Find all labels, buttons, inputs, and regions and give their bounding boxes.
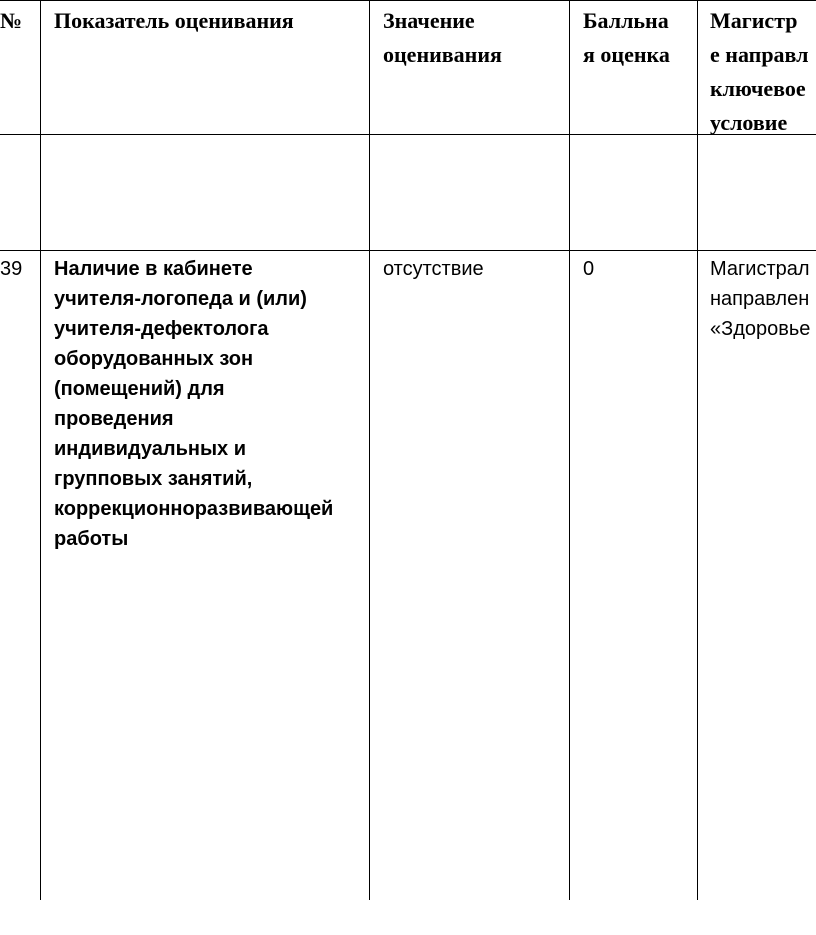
row-indicator: Наличие в кабинете учителя-логопеда и (или) учителя-дефектолога оборудованных зон (помещений) для проведения индивидуальных и групповых занятий, коррекционноразвивающей работы — [54, 258, 334, 550]
header-bottom-border — [0, 134, 816, 135]
header-direction: Магистр е направл ключевое условие — [710, 8, 809, 135]
table-top-border — [0, 0, 816, 1]
header-score: Балльна я оценка — [583, 8, 670, 67]
row-score: 0 — [583, 258, 595, 280]
header-value: Значение оценивания — [383, 8, 502, 67]
row-number: 39 — [0, 258, 23, 280]
column-divider-4 — [697, 0, 698, 900]
row-direction: Магистрал направлен «Здоровье — [710, 258, 811, 340]
header-indicator: Показатель оценивания — [54, 8, 294, 33]
column-divider-3 — [569, 0, 570, 900]
row-value: отсутствие — [383, 258, 484, 280]
column-divider-1 — [40, 0, 41, 900]
column-divider-2 — [369, 0, 370, 900]
header-number: № — [0, 8, 23, 33]
empty-row-bottom-border — [0, 250, 816, 251]
